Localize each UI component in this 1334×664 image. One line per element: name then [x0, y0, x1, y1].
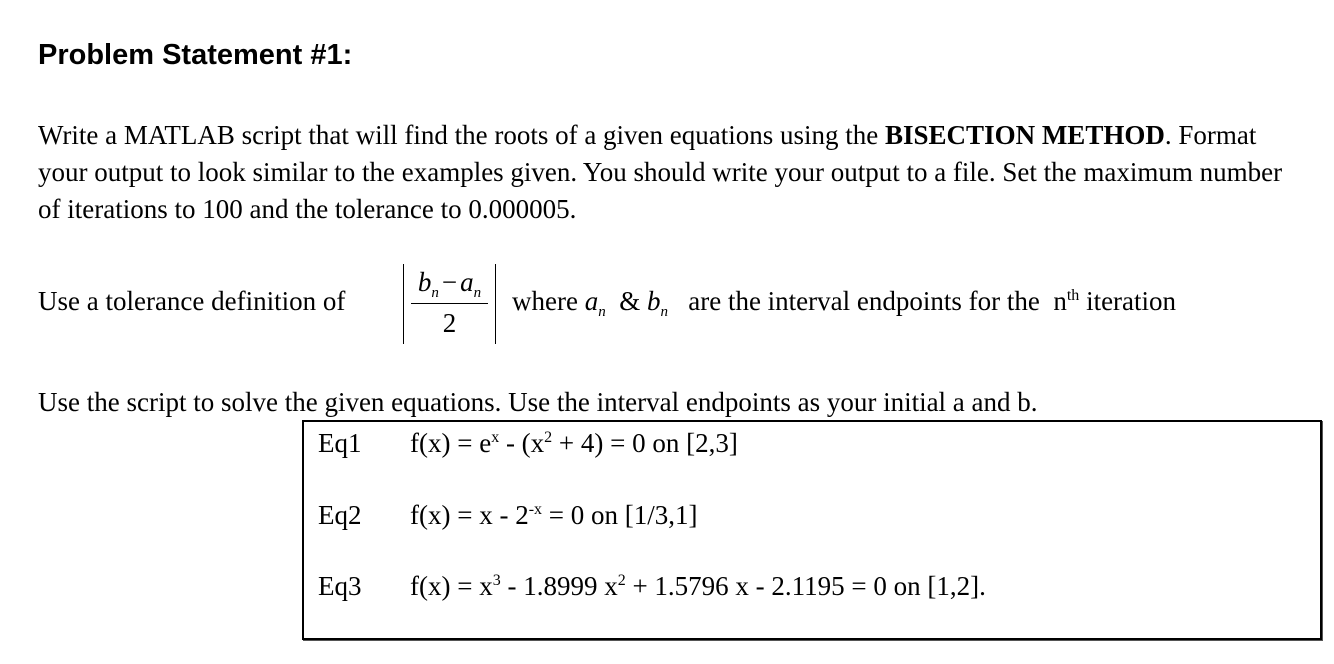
tolerance-explanation: [512, 284, 1176, 329]
numerator-a: a: [460, 267, 474, 297]
endpoint-a-letter: a: [584, 286, 599, 316]
equation-label: Eq3: [318, 571, 362, 601]
description-text-1: Write a MATLAB script that will find the roots of a given equations using the: [38, 120, 886, 150]
endpoint-b: [646, 286, 668, 320]
equations-box: [302, 420, 1322, 640]
equation-label: Eq2: [318, 500, 362, 530]
where-text: where: [512, 286, 578, 316]
equation-row-1: [318, 426, 738, 460]
description-text-2: . Format your output to look similar to the examples given. You should write your output to a file. Set the maximum number of iterations to 100 and the tolerance to 0.000005.: [38, 120, 1283, 224]
equation-label: Eq1: [318, 428, 362, 458]
n-letter: n: [1053, 286, 1067, 316]
bisection-bold: BISECTION: [885, 120, 1036, 150]
equation-row-2: [318, 498, 698, 532]
iteration-text: iteration: [1086, 286, 1177, 316]
equation-text: $f(x) = e^x - (x^2 + 4) = 0$ on [2,3]: [410, 428, 738, 458]
endpoint-a: [584, 286, 606, 320]
numerator-b-subscript: n: [431, 285, 439, 301]
minus-sign: −: [441, 267, 458, 297]
ampersand: &: [619, 286, 641, 316]
equation-text: $f(x) = x - 2^{-x} = 0$ on [1/3,1]: [410, 500, 698, 530]
endpoints-text: are the interval endpoints for the: [688, 286, 1040, 316]
endpoint-b-letter: b: [646, 286, 661, 316]
tolerance-formula: [403, 264, 496, 344]
fraction-bar: [411, 303, 488, 304]
equation-text: $f(x) = x^3 - 1.8999$ $x^2 + 1.5796$ x - 2.1195 = 0 on [1,2].: [410, 571, 986, 601]
tolerance-prefix: Use a tolerance definition of: [38, 286, 346, 316]
endpoint-a-subscript: n: [598, 304, 606, 320]
endpoint-b-subscript: n: [660, 304, 668, 320]
numerator-b: b: [417, 267, 432, 297]
formula-denominator: 2: [442, 308, 457, 338]
formula-numerator: [404, 267, 495, 308]
th-superscript: th: [1066, 287, 1080, 304]
equation-row-3: [318, 569, 986, 603]
description-space: [1035, 120, 1042, 150]
instructions-text: Use the script to solve the given equations. Use the interval endpoints as your initial a and b.: [38, 387, 1038, 417]
problem-title: Problem Statement #1:: [38, 39, 353, 71]
method-bold: METHOD: [1041, 120, 1165, 150]
problem-description: [38, 117, 1308, 228]
numerator-a-subscript: n: [473, 285, 482, 301]
